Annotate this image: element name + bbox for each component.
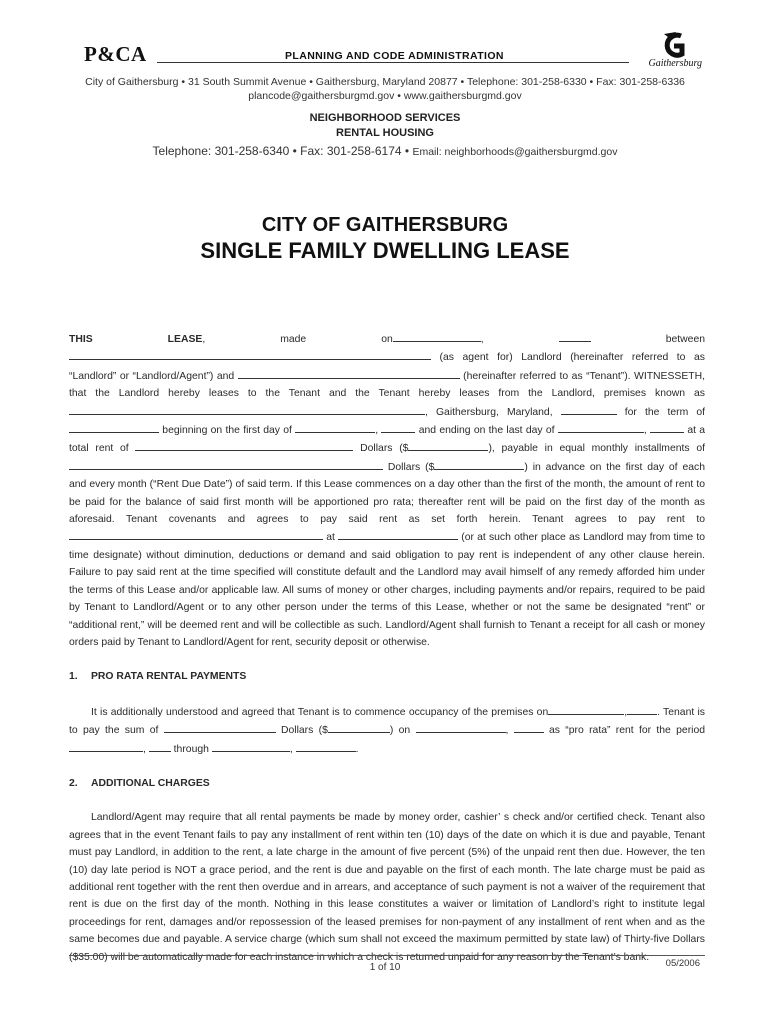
term-unit-field[interactable] xyxy=(69,421,159,433)
monthly-rent-words-field[interactable] xyxy=(69,458,383,470)
end-year-field[interactable] xyxy=(650,421,684,433)
header-rule xyxy=(157,62,629,63)
prorata-sum-amount-field[interactable] xyxy=(328,721,390,733)
section-number: 1. xyxy=(69,671,78,683)
text-span: , made on xyxy=(202,334,393,345)
text-span: beginning on the first day of xyxy=(162,425,292,437)
section-2-heading xyxy=(69,775,705,792)
city-email-web-line: plancode@gaithersburgmd.gov • www.gaithersburgmd.gov xyxy=(248,90,522,102)
lease-intro-paragraph xyxy=(69,330,705,651)
text-span: (or at such other place as Landlord may from time to time designate) without diminution, deductions or demand and said obligation to pay rent is independent of any other clause herein. Failure to pay said rent at the time specified will constitute default and the Landlord may avail himself of any remedy afforded him under the terms of this Lease and/or applicable law. All sums of money or other charges, including payments and/or repairs, required to be paid by Tenant to Landlord/Agent or to any other person under the terms of this Lease, whether or not the same be designated “rent” or “additional rent,” will be deemed rent and will be collectible as such. Landlord/Agent shall furnish to Tenant a receipt for all cash or money orders paid by Tenant to Landlord/Agent for rent, security deposit or otherwise. xyxy=(69,532,706,648)
prorata-period-end-field[interactable] xyxy=(212,740,290,752)
rent-payment-location-field[interactable] xyxy=(338,528,458,540)
text-span: at a total rent of xyxy=(69,425,706,455)
logo-wordmark: Gaithersburg xyxy=(648,58,702,69)
prorata-pay-date-field[interactable] xyxy=(416,721,506,733)
text-span: . Tenant is to pay the sum of xyxy=(69,706,705,737)
text-span: , xyxy=(143,743,146,755)
text-span: , xyxy=(375,425,379,437)
lease-date-field[interactable] xyxy=(393,330,481,342)
total-rent-words-field[interactable] xyxy=(135,439,353,451)
rental-housing-heading: RENTAL HOUSING xyxy=(336,127,434,139)
rent-payee-field[interactable] xyxy=(69,528,323,540)
text-span: and ending on the last day of xyxy=(418,425,555,437)
text-span: Dollars ($ xyxy=(360,443,409,455)
section-1-heading xyxy=(69,668,705,685)
text-span: ) in advance on the first day of each and every month (“Rent Due Date”) of said term. If this Lease commences on a day other than the first of the month, the amount of rent to be paid for the balance of said first month will be apportioned pro rata; thereafter rent will be paid on the first day of the month as aforesaid. Tenant covenants and agrees to pay said rent as set forth herein. Tenant agrees to pay rent to xyxy=(69,461,705,526)
occupancy-year-field[interactable] xyxy=(627,703,657,715)
text-span: , xyxy=(480,334,484,345)
text-span: at xyxy=(326,532,335,544)
lease-lead: THIS LEASE xyxy=(69,334,203,345)
document-title-lease: SINGLE FAMILY DWELLING LEASE xyxy=(200,238,570,263)
section-2-paragraph: Landlord/Agent may require that all rental payments be made by money order, cashier’ s check and/or certified check. Tenant also agrees that in the event Tenant fails to pay any installment of rent within ten (10) days of the date on which it is due and payable, Tenant must pay Landlord, in addition to the rent, a late charge in the amount of five percent (5%) of the unpaid rent then due. However, the ten (10) day late period is NOT a grace period, and the rent is due and payable on the first of each month. The late charge must be paid as additional rent together with the rent then overdue and in arrears, and acceptance of such payment is not a waiver of the requirement that rent is due on the first day of the month. Nothing in this lease constitutes a waiver or limitation of Landlord’s right to institute legal proceedings for rent, damages and/or repossession of the leased premises for non-payment of any installment of rent when and as the same becomes due and payable. A service charge (which sum shall not exceed the maximum permitted by state law) of Thirty-five Dollars ($35.00) will be automatically made for each instance in which a check is returned unpaid for any reason by the Tenant’s bank. xyxy=(69,812,705,963)
neighborhood-phone-fax: Telephone: 301-258-6340 • Fax: 301-258-6174 • xyxy=(152,144,410,158)
neighborhood-services-heading: NEIGHBORHOOD SERVICES xyxy=(309,112,461,124)
start-month-field[interactable] xyxy=(295,421,375,433)
text-span: , xyxy=(289,743,293,755)
lease-year-field[interactable] xyxy=(559,330,591,342)
neighborhood-email: Email: neighborhoods@gaithersburgmd.gov xyxy=(412,146,618,158)
text-span: (as agent for) Landlord (hereinafter referred to as “Landlord” or “Landlord/Agent”) and xyxy=(69,352,705,382)
department-name: PLANNING AND CODE ADMINISTRATION xyxy=(285,50,504,62)
text-span: as “pro rata” rent for the period xyxy=(549,725,706,737)
text-span: , Gaithersburg, Maryland, xyxy=(425,406,553,418)
city-contact-line: City of Gaithersburg • 31 South Summit Avenue • Gaithersburg, Maryland 20877 • Telephone: 301-258-6330 • Fax: 301-258-6336 xyxy=(85,76,685,88)
document-title-city: CITY OF GAITHERSBURG xyxy=(261,214,509,236)
org-abbreviation: P&CA xyxy=(84,42,147,66)
prorata-period-start-year-field[interactable] xyxy=(149,740,171,752)
text-span: , xyxy=(505,725,509,737)
page-number: 1 of 10 xyxy=(369,962,401,973)
text-span: ) on xyxy=(389,725,411,737)
premises-address-field[interactable] xyxy=(69,403,425,415)
end-month-field[interactable] xyxy=(558,421,644,433)
start-year-field[interactable] xyxy=(381,421,415,433)
text-span: ), payable in equal monthly installments of xyxy=(488,443,705,455)
text-span: for the term of xyxy=(624,406,705,418)
term-length-field[interactable] xyxy=(561,403,617,415)
text-span: , xyxy=(643,425,647,437)
prorata-pay-year-field[interactable] xyxy=(514,721,544,733)
text-span: . xyxy=(355,743,359,755)
text-span: Dollars ($ xyxy=(387,461,435,473)
prorata-sum-words-field[interactable] xyxy=(164,721,276,733)
section-title: ADDITIONAL CHARGES xyxy=(91,777,210,789)
section-title: PRO RATA RENTAL PAYMENTS xyxy=(91,671,247,683)
tenant-name-field[interactable] xyxy=(238,367,460,379)
text-span: Dollars ($ xyxy=(281,725,328,737)
prorata-period-end-year-field[interactable] xyxy=(296,740,356,752)
text-span: through xyxy=(173,743,209,755)
neighborhood-contact-line xyxy=(0,144,770,158)
monthly-rent-amount-field[interactable] xyxy=(434,458,524,470)
text-span: It is additionally understood and agreed that Tenant is to commence occupancy of the premises on xyxy=(91,706,549,718)
text-span: (hereinafter referred to as “Tenant”). WITNESSETH, that the Landlord hereby leases to the Tenant and the Tenant hereby leases from the Landlord, premises known as xyxy=(69,370,706,400)
text-span: between xyxy=(665,334,706,345)
total-rent-amount-field[interactable] xyxy=(408,439,488,451)
prorata-period-start-field[interactable] xyxy=(69,740,143,752)
revision-date: 05/2006 xyxy=(665,958,700,969)
section-1-paragraph xyxy=(69,703,705,758)
footer-rule xyxy=(69,955,705,956)
lease-body xyxy=(69,330,705,966)
section-number: 2. xyxy=(69,777,78,789)
text-span: , xyxy=(624,706,628,718)
occupancy-date-field[interactable] xyxy=(548,703,624,715)
landlord-name-field[interactable] xyxy=(69,348,431,360)
